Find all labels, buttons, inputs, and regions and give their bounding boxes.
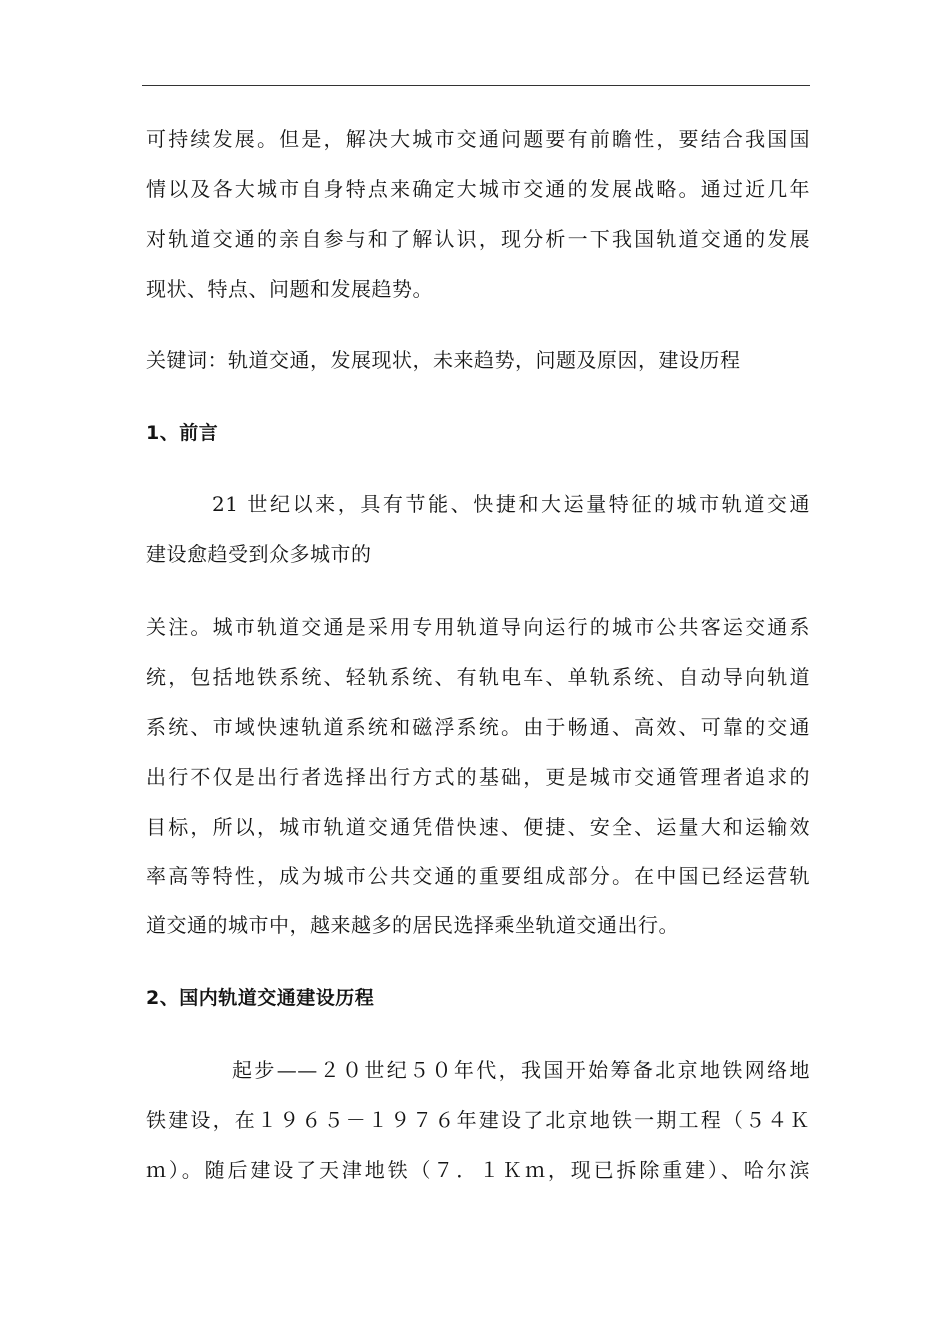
paragraph-line: 出行不仅是出行者选择出行方式的基础，更是城市交通管理者追求的 bbox=[146, 765, 810, 789]
paragraph-line: 目标，所以，城市轨道交通凭借快速、便捷、安全、运量大和运输效 bbox=[146, 815, 810, 839]
paragraph-line: 可持续发展。但是，解决大城市交通问题要有前瞻性，要结合我国国 bbox=[146, 127, 810, 151]
paragraph-line: 关注。城市轨道交通是采用专用轨道导向运行的城市公共客运交通系 bbox=[146, 615, 810, 639]
header-rule bbox=[142, 85, 810, 86]
paragraph-line: 铁建设，在１９６５－１９７６年建设了北京地铁一期工程（５４Ｋ bbox=[146, 1108, 810, 1132]
paragraph-line: 道交通的城市中，越来越多的居民选择乘坐轨道交通出行。 bbox=[146, 913, 679, 937]
paragraph-line: 率高等特性，成为城市公共交通的重要组成部分。在中国已经运营轨 bbox=[146, 864, 810, 888]
paragraph-line: 系统、市域快速轨道系统和磁浮系统。由于畅通、高效、可靠的交通 bbox=[146, 715, 810, 739]
paragraph-line: 对轨道交通的亲自参与和了解认识，现分析一下我国轨道交通的发展 bbox=[146, 227, 810, 251]
paragraph-line: 现状、特点、问题和发展趋势。 bbox=[146, 277, 433, 301]
paragraph-line: ｍ）。随后建设了天津地铁（７．１Ｋｍ，现已拆除重建）、哈尔滨 bbox=[146, 1158, 810, 1182]
paragraph-line: 21 世纪以来，具有节能、快捷和大运量特征的城市轨道交通 bbox=[212, 492, 810, 516]
paragraph-line: 建设愈趋受到众多城市的 bbox=[146, 542, 372, 566]
keywords-line: 关键词：轨道交通，发展现状，未来趋势，问题及原因，建设历程 bbox=[146, 348, 741, 372]
paragraph-line: 情以及各大城市自身特点来确定大城市交通的发展战略。通过近几年 bbox=[146, 177, 810, 201]
paragraph-line: 统，包括地铁系统、轻轨系统、有轨电车、单轨系统、自动导向轨道 bbox=[146, 665, 810, 689]
section-heading-2: 2、国内轨道交通建设历程 bbox=[146, 987, 375, 1009]
section-heading-1: 1、前言 bbox=[146, 422, 219, 444]
paragraph-line: 起步——２０世纪５０年代，我国开始筹备北京地铁网络地 bbox=[232, 1058, 810, 1082]
